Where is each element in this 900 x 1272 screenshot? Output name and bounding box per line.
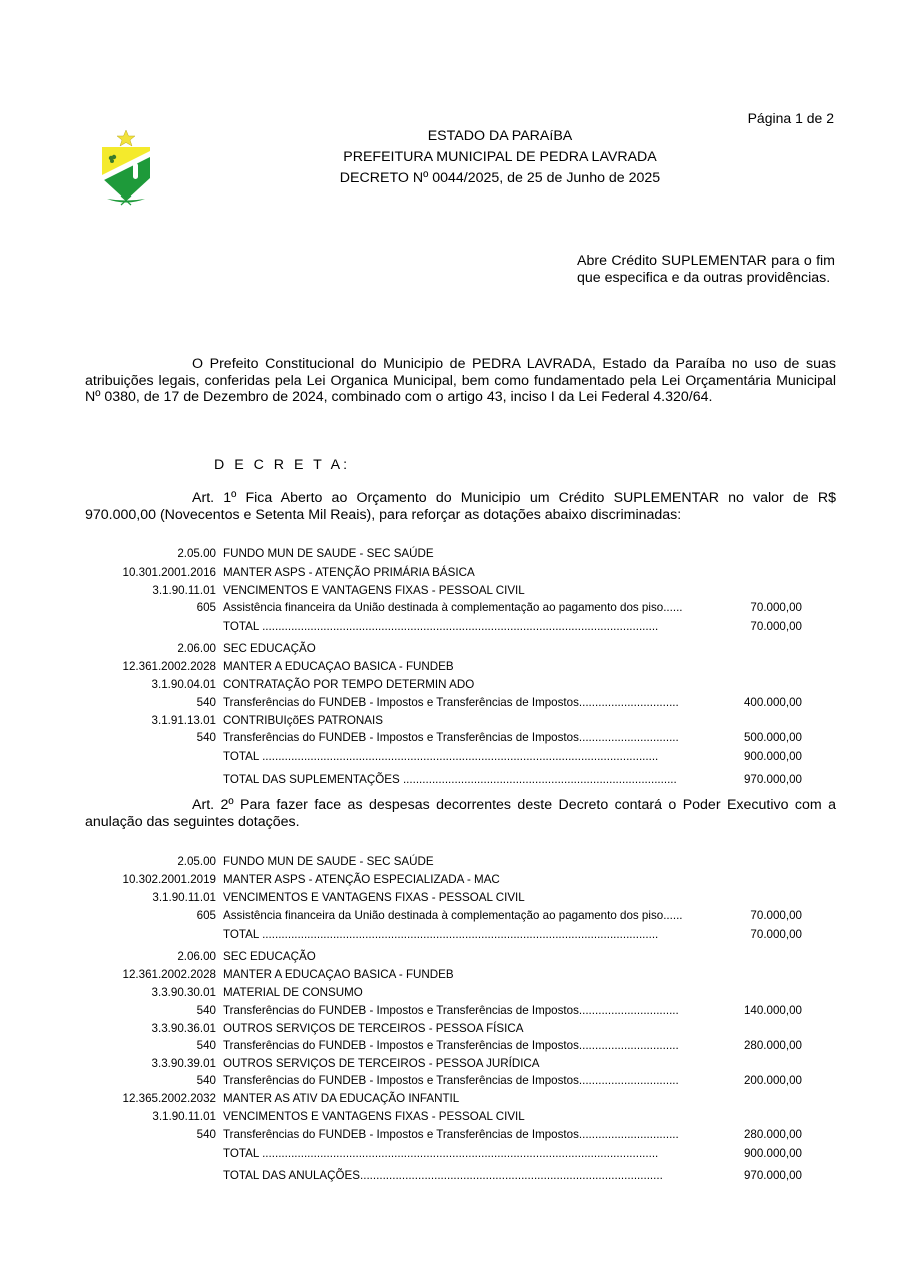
row-value: 70.000,00 xyxy=(750,601,802,614)
row-description: CONTRATAÇÃO POR TEMPO DETERMIN ADO xyxy=(223,678,475,691)
row-code: 10.302.2001.2019 xyxy=(122,873,216,886)
row-description: TOTAL ........................................................................................................................... xyxy=(223,750,659,763)
ementa: Abre Crédito SUPLEMENTAR para o fim que especifica e da outras providências. xyxy=(577,253,835,286)
table-row xyxy=(0,619,900,635)
row-description: MANTER AS ATIV DA EDUCAÇÃO INFANTIL xyxy=(223,1092,460,1105)
row-value: 900.000,00 xyxy=(743,1147,802,1160)
row-code: 2.06.00 xyxy=(177,950,216,963)
row-description: TOTAL ........................................................................................................................... xyxy=(223,1147,659,1160)
row-description: VENCIMENTOS E VANTAGENS FIXAS - PESSOAL CIVIL xyxy=(223,584,525,597)
table-row xyxy=(0,1146,900,1162)
row-description: Transferências do FUNDEB - Impostos e Transferências de Impostos............................... xyxy=(223,731,679,744)
row-code: 3.1.90.11.01 xyxy=(152,584,216,597)
table-row xyxy=(0,967,900,983)
table-row xyxy=(0,1038,900,1054)
decreta-heading: D E C R E T A: xyxy=(214,457,351,473)
row-description: TOTAL ........................................................................................................................... xyxy=(223,928,659,941)
row-description: Transferências do FUNDEB - Impostos e Transferências de Impostos............................... xyxy=(223,1074,679,1087)
table-row xyxy=(0,854,900,870)
row-value: 70.000,00 xyxy=(750,928,802,941)
table-row xyxy=(0,713,900,729)
table-row xyxy=(0,565,900,581)
row-value: 70.000,00 xyxy=(750,620,802,633)
row-value: 70.000,00 xyxy=(750,909,802,922)
table-row xyxy=(0,730,900,746)
table-row xyxy=(0,927,900,943)
row-value: 200.000,00 xyxy=(743,1074,802,1087)
table-row xyxy=(0,985,900,1001)
row-code: 3.1.90.04.01 xyxy=(151,678,216,691)
row-code: 540 xyxy=(196,1039,216,1052)
row-code: 2.05.00 xyxy=(177,547,216,560)
row-description: Transferências do FUNDEB - Impostos e Transferências de Impostos............................... xyxy=(223,1039,679,1052)
row-description: SEC EDUCAÇÃO xyxy=(223,642,316,655)
row-description: MANTER ASPS - ATENÇÃO ESPECIALIZADA - MAC xyxy=(223,873,500,886)
row-description: TOTAL DAS SUPLEMENTAÇÕES ..................................................................................... xyxy=(223,773,677,786)
table-row xyxy=(0,1021,900,1037)
row-description: MANTER ASPS - ATENÇÃO PRIMÁRIA BÁSICA xyxy=(223,566,475,579)
row-description: Transferências do FUNDEB - Impostos e Transferências de Impostos............................... xyxy=(223,1004,679,1017)
table-row xyxy=(0,872,900,888)
row-value: 280.000,00 xyxy=(743,1128,802,1141)
state-name: ESTADO DA PARAíBA xyxy=(427,128,573,144)
row-description: MATERIAL DE CONSUMO xyxy=(223,986,363,999)
row-code: 2.05.00 xyxy=(177,855,216,868)
table-row xyxy=(0,772,900,788)
row-description: FUNDO MUN DE SAUDE - SEC SAÚDE xyxy=(223,855,434,868)
row-code: 10.301.2001.2016 xyxy=(122,566,216,579)
row-value: 900.000,00 xyxy=(743,750,802,763)
table-row xyxy=(0,677,900,693)
article-2 xyxy=(85,797,836,830)
row-code: 2.06.00 xyxy=(177,642,216,655)
row-code: 540 xyxy=(196,1004,216,1017)
row-code: 605 xyxy=(196,601,216,614)
row-code: 540 xyxy=(196,1128,216,1141)
row-code: 3.3.90.30.01 xyxy=(151,986,216,999)
table-row xyxy=(0,890,900,906)
row-description: SEC EDUCAÇÃO xyxy=(223,950,316,963)
row-description: TOTAL DAS ANULAÇÕES.............................................................................................. xyxy=(223,1169,663,1182)
table-row xyxy=(0,749,900,765)
table-row xyxy=(0,1056,900,1072)
row-description: VENCIMENTOS E VANTAGENS FIXAS - PESSOAL CIVIL xyxy=(223,1110,525,1123)
row-code: 3.3.90.36.01 xyxy=(151,1022,216,1035)
article-1 xyxy=(85,490,836,523)
preamble-paragraph xyxy=(85,356,836,406)
row-description: MANTER A EDUCAÇAO BASICA - FUNDEB xyxy=(223,968,454,981)
row-code: 3.1.90.11.01 xyxy=(152,1110,216,1123)
table-row xyxy=(0,695,900,711)
table-row xyxy=(0,1073,900,1089)
coat-of-arms-icon xyxy=(99,130,153,206)
row-description: Assistência financeira da União destinada à complementação ao pagamento dos piso...... xyxy=(223,601,683,614)
row-value: 400.000,00 xyxy=(743,696,802,709)
table-row xyxy=(0,1003,900,1019)
table-row xyxy=(0,583,900,599)
decree-title: DECRETO Nº 0044/2025, de 25 de Junho de 2025 xyxy=(339,170,661,186)
row-description: Transferências do FUNDEB - Impostos e Transferências de Impostos............................... xyxy=(223,1128,679,1141)
row-code: 12.361.2002.2028 xyxy=(122,660,216,673)
row-code: 540 xyxy=(196,731,216,744)
table-row xyxy=(0,1168,900,1184)
row-description: OUTROS SERVIÇOS DE TERCEIROS - PESSOA FÍSICA xyxy=(223,1022,524,1035)
row-description: CONTRIBUIçõES PATRONAIS xyxy=(223,714,383,727)
row-code: 540 xyxy=(196,1074,216,1087)
row-description: FUNDO MUN DE SAUDE - SEC SAÚDE xyxy=(223,547,434,560)
row-value: 280.000,00 xyxy=(743,1039,802,1052)
row-code: 3.1.91.13.01 xyxy=(151,714,216,727)
row-description: VENCIMENTOS E VANTAGENS FIXAS - PESSOAL CIVIL xyxy=(223,891,525,904)
row-code: 12.361.2002.2028 xyxy=(122,968,216,981)
table-row xyxy=(0,1127,900,1143)
article-1-text: Art. 1º Fica Aberto ao Orçamento do Municipio um Crédito SUPLEMENTAR no valor de R$ 970.000,00 (Novecentos e Setenta Mil Reais), para reforçar as dotações abaixo discriminadas: xyxy=(85,490,836,523)
document-header xyxy=(300,126,700,189)
row-value: 970.000,00 xyxy=(743,1169,802,1182)
table-row xyxy=(0,1109,900,1125)
row-description: MANTER A EDUCAÇAO BASICA - FUNDEB xyxy=(223,660,454,673)
row-description: Assistência financeira da União destinada à complementação ao pagamento dos piso...... xyxy=(223,909,683,922)
table-row xyxy=(0,546,900,562)
row-value: 970.000,00 xyxy=(743,773,802,786)
row-code: 3.1.90.11.01 xyxy=(152,891,216,904)
row-description: Transferências do FUNDEB - Impostos e Transferências de Impostos............................... xyxy=(223,696,679,709)
row-code: 12.365.2002.2032 xyxy=(122,1092,216,1105)
row-description: TOTAL ........................................................................................................................... xyxy=(223,620,659,633)
table-row xyxy=(0,641,900,657)
row-code: 605 xyxy=(196,909,216,922)
article-2-text: Art. 2º Para fazer face as despesas decorrentes deste Decreto contará o Poder Executivo com a anulação das seguintes dotações. xyxy=(85,797,836,830)
table-row xyxy=(0,949,900,965)
page-indicator: Página 1 de 2 xyxy=(747,110,834,126)
table-row xyxy=(0,1091,900,1107)
table-row xyxy=(0,908,900,924)
row-description: OUTROS SERVIÇOS DE TERCEIROS - PESSOA JURÍDICA xyxy=(223,1057,540,1070)
table-row xyxy=(0,600,900,616)
row-value: 500.000,00 xyxy=(743,731,802,744)
municipality-name: PREFEITURA MUNICIPAL DE PEDRA LAVRADA xyxy=(343,149,657,165)
row-code: 3.3.90.39.01 xyxy=(151,1057,216,1070)
row-value: 140.000,00 xyxy=(743,1004,802,1017)
row-code: 540 xyxy=(196,696,216,709)
table-row xyxy=(0,659,900,675)
preamble-text: O Prefeito Constitucional do Municipio de PEDRA LAVRADA, Estado da Paraíba no uso de suas atribuições legais, conferidas pela Lei Organica Municipal, bem como fundamentado pela Lei Orçamentária Municipal Nº 0380, de 17 de Dezembro de 2024, combinado com o artigo 43, inciso I da Lei Federal 4.320/64. xyxy=(85,356,836,405)
